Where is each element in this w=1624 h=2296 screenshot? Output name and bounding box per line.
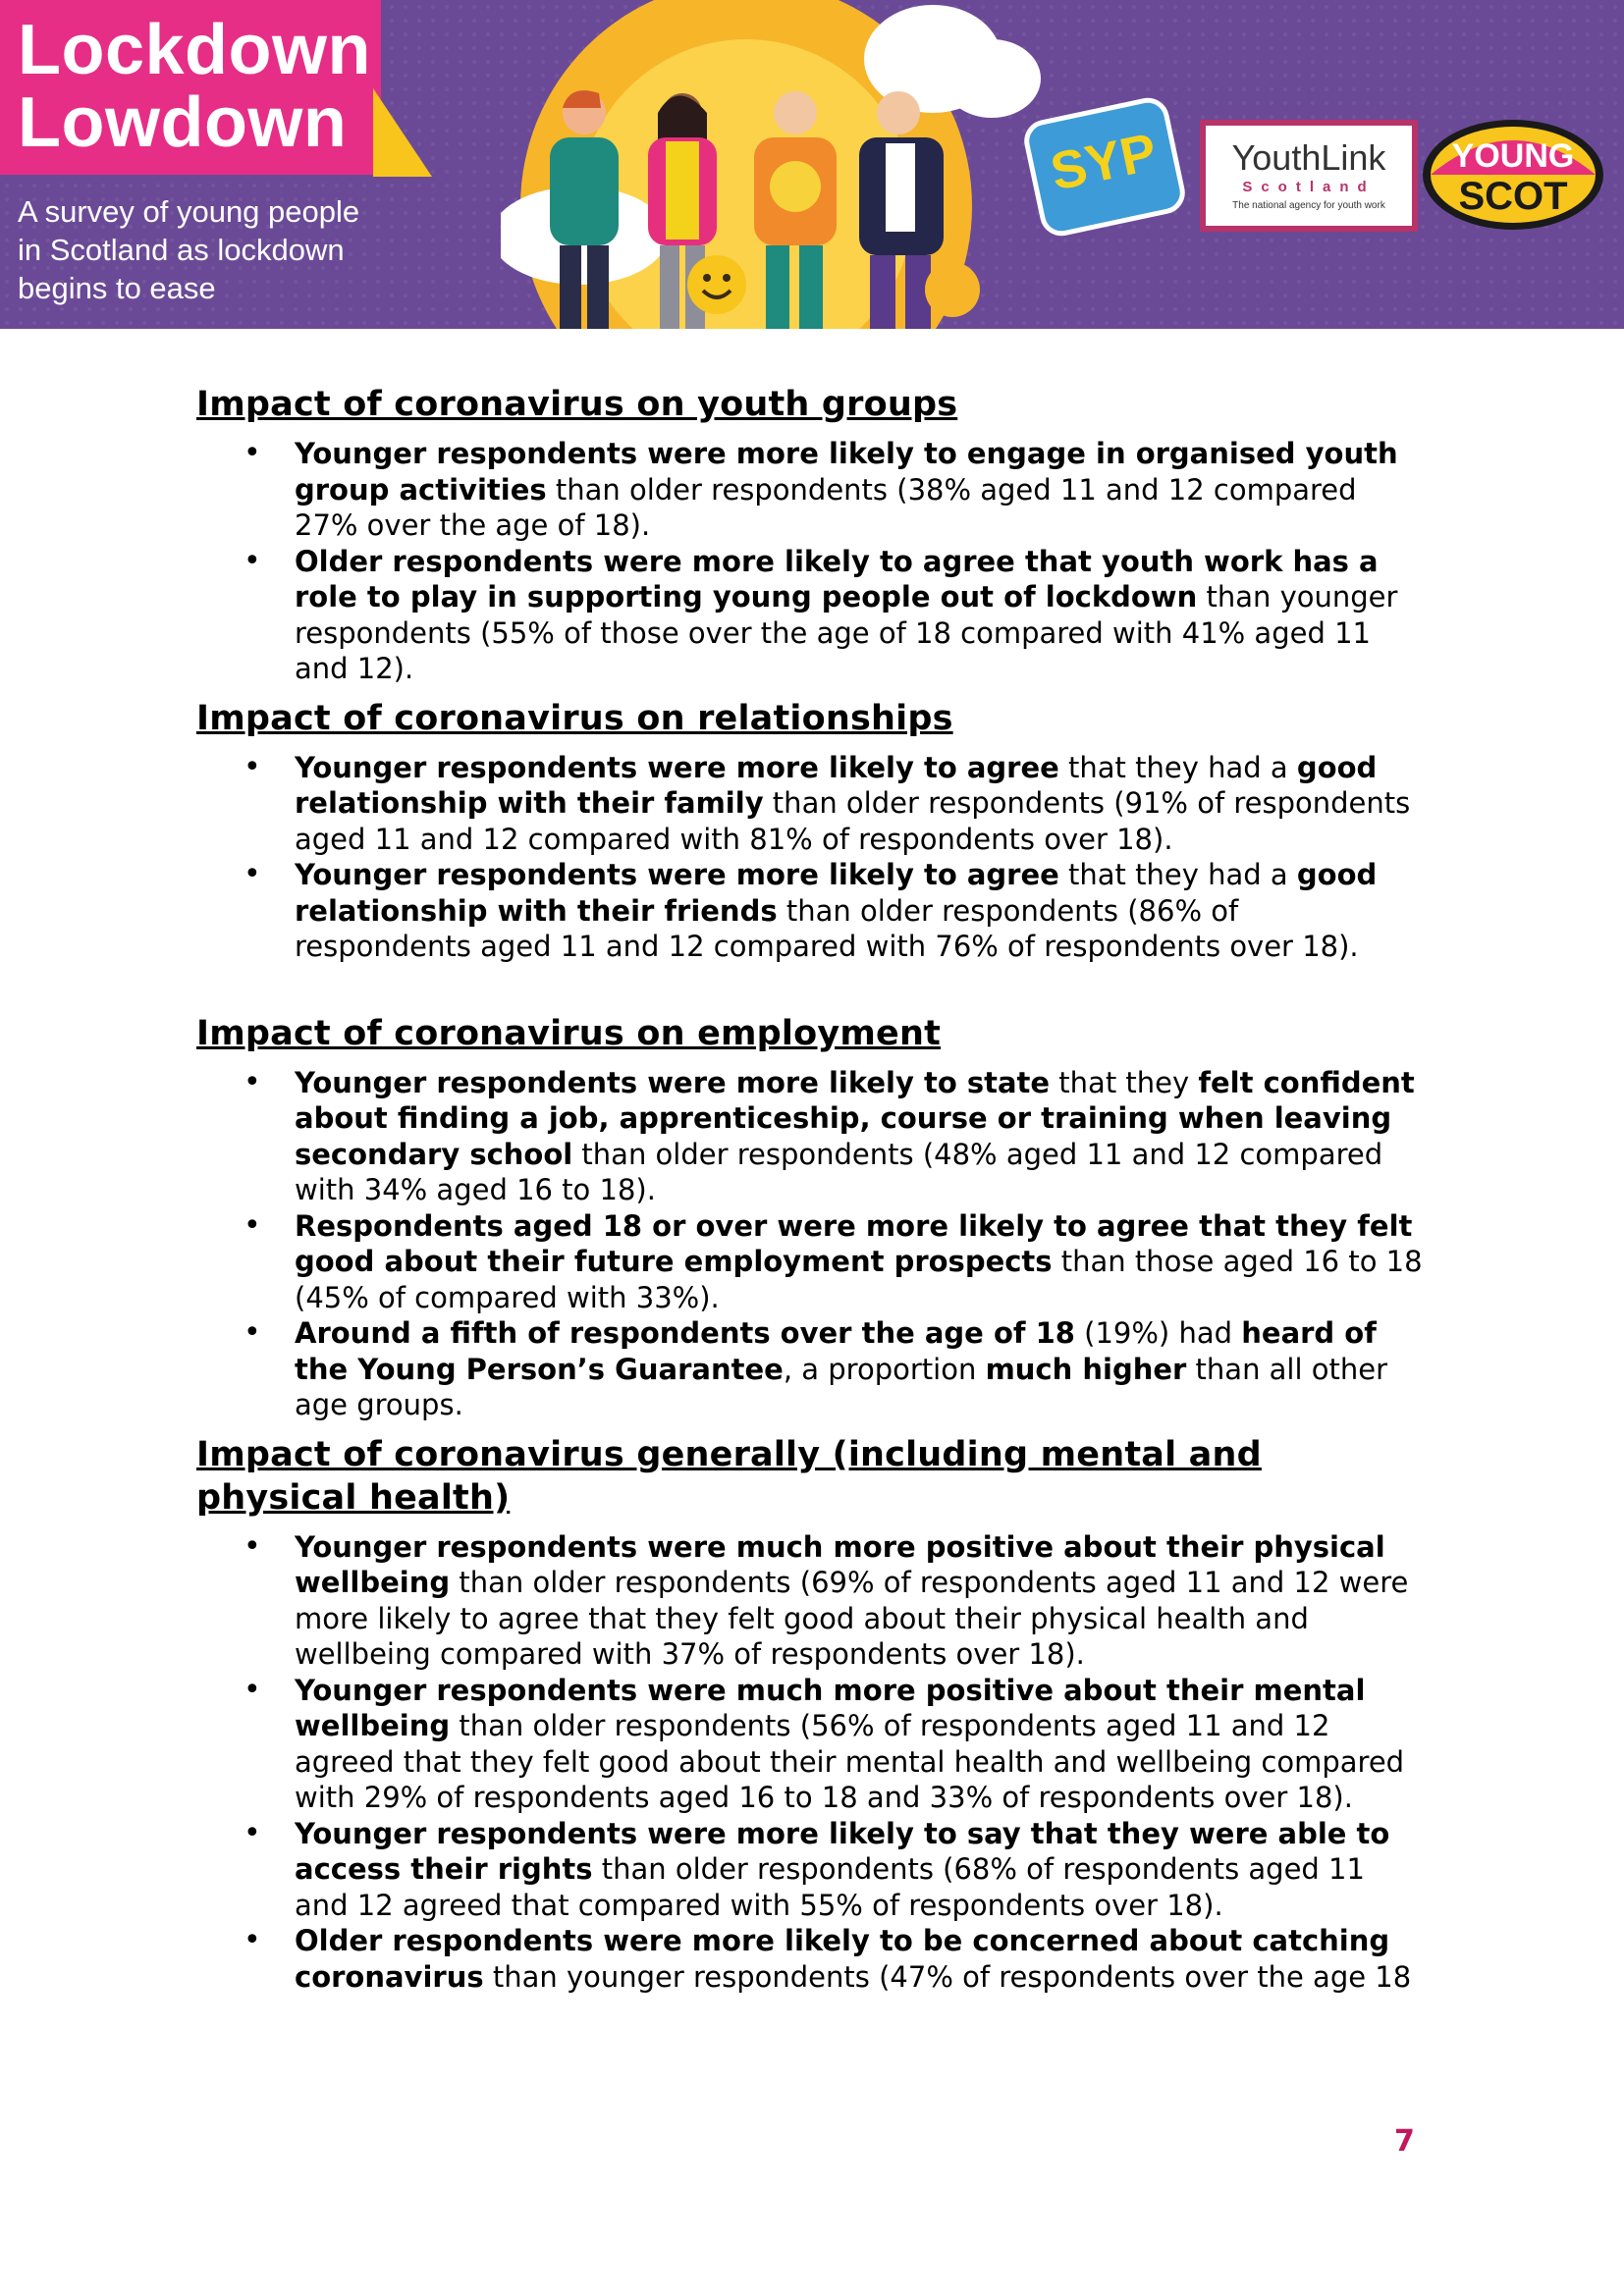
bullet-item bbox=[295, 1816, 1424, 1924]
young-scot-logo bbox=[1420, 116, 1606, 234]
bold-text: Younger respondents were more likely to agree bbox=[295, 750, 1059, 784]
bold-text: Around a fifth of respondents over the age of 18 bbox=[295, 1316, 1075, 1350]
banner-title-line1: Lockdown bbox=[18, 11, 371, 89]
banner-title-line2: Lowdown bbox=[18, 83, 348, 162]
body-text: that they bbox=[1050, 1065, 1199, 1099]
bold-text: Younger respondents were much more positive about their physical wellbeing bbox=[295, 1529, 1385, 1599]
bold-text: Older respondents were more likely to be concerned about catching coronavirus bbox=[295, 1924, 1390, 1994]
bullet-list bbox=[196, 1529, 1424, 1996]
body-text: , a proportion bbox=[783, 1352, 986, 1386]
body-text: than younger respondents (55% of those over the age of 18 compared with 41% aged 11 and 12). bbox=[295, 580, 1398, 685]
bullet-item bbox=[295, 857, 1424, 965]
youthlink-logo bbox=[1200, 120, 1418, 232]
young-scot-logo-line1: YOUNG bbox=[1451, 137, 1575, 175]
body-text: that they had a bbox=[1058, 750, 1297, 784]
body-text: than older respondents (69% of respondents aged 11 and 12 were more likely to agree that they felt good about their physical health and wellbeing compared with 37% of respondents over 18). bbox=[295, 1566, 1409, 1671]
section-heading: Impact of coronavirus on youth groups bbox=[196, 385, 958, 424]
bullet-item bbox=[295, 1529, 1424, 1673]
body-text: than older respondents (48% aged 11 and 12 compared with 34% aged 16 to 18). bbox=[295, 1137, 1383, 1206]
young-people-illustration-icon bbox=[530, 79, 982, 329]
subtitle-line1: A survey of young people bbox=[18, 194, 360, 229]
youthlink-logo-tagline: The national agency for youth work bbox=[1232, 200, 1385, 211]
section-general-health bbox=[196, 1433, 1424, 1996]
body-text: that they had a bbox=[1058, 858, 1297, 891]
bold-text: good relationship with their friends bbox=[295, 858, 1378, 928]
page-number: 7 bbox=[1394, 2124, 1415, 2159]
bullet-list bbox=[196, 1065, 1424, 1423]
section-relationships bbox=[196, 697, 1424, 965]
body-text: than those aged 16 to 18 (45% of compared with 33%). bbox=[295, 1245, 1423, 1314]
bold-text: heard of the Young Person’s Guarantee bbox=[295, 1316, 1377, 1386]
subtitle-line3: begins to ease bbox=[18, 271, 216, 305]
youthlink-logo-subtitle: Scotland bbox=[1242, 179, 1376, 195]
body-text: than older respondents (56% of respondents aged 11 and 12 agreed that they felt good about their mental health and wellbeing compared with 29% of respondents aged 16 to 18 and 33% of respondents over 18). bbox=[295, 1709, 1405, 1814]
section-heading: Impact of coronavirus on relationships bbox=[196, 698, 953, 738]
bullet-item bbox=[295, 750, 1424, 858]
subtitle-line2: in Scotland as lockdown bbox=[18, 233, 345, 267]
bullet-item bbox=[295, 1065, 1424, 1208]
bold-text: much higher bbox=[985, 1352, 1187, 1386]
body-text: (19%) had bbox=[1074, 1316, 1242, 1350]
bold-text: Respondents aged 18 or over were more likely to agree that they felt good about their future employment prospects bbox=[295, 1208, 1413, 1278]
bold-text: Younger respondents were more likely to say that they were able to access their rights bbox=[295, 1816, 1390, 1886]
youthlink-logo-title: YouthLink bbox=[1231, 137, 1386, 178]
title-wedge-shape bbox=[373, 88, 432, 177]
bold-text: Younger respondents were more likely to agree bbox=[295, 858, 1059, 891]
banner-subtitle bbox=[18, 192, 391, 307]
young-scot-logo-line2: SCOT bbox=[1458, 175, 1568, 218]
section-youth-groups bbox=[196, 383, 1424, 687]
bullet-list bbox=[196, 750, 1424, 965]
bullet-item bbox=[295, 1315, 1424, 1423]
bullet-item bbox=[295, 544, 1424, 687]
header-banner bbox=[0, 0, 1624, 329]
section-employment bbox=[196, 1012, 1424, 1423]
bold-text: felt confident about finding a job, apprenticeship, course or training when leaving secondary school bbox=[295, 1065, 1415, 1171]
body-text: than all other age groups. bbox=[295, 1352, 1388, 1421]
body-text: than older respondents (86% of respondents aged 11 and 12 compared with 76% of respondents over 18). bbox=[295, 893, 1359, 963]
body-text: than younger respondents (47% of respondents over the age 18 bbox=[483, 1959, 1412, 1994]
bullet-item bbox=[295, 1673, 1424, 1816]
syp-logo: SYP bbox=[1020, 94, 1189, 240]
bold-text: Younger respondents were more likely to engage in organised youth group activities bbox=[295, 437, 1398, 507]
bold-text: Younger respondents were much more positive about their mental wellbeing bbox=[295, 1673, 1366, 1742]
section-heading: Impact of coronavirus on employment bbox=[196, 1013, 942, 1053]
body-text: than older respondents (91% of respondents aged 11 and 12 compared with 81% of respondents over 18). bbox=[295, 786, 1411, 856]
section-heading: Impact of coronavirus generally (including mental and physical health) bbox=[196, 1434, 1262, 1518]
bullet-item bbox=[295, 1923, 1424, 1995]
body-text: than older respondents (68% of respondents aged 11 and 12 agreed that compared with 55% of respondents over 18). bbox=[295, 1852, 1365, 1922]
bold-text: good relationship with their family bbox=[295, 750, 1378, 820]
body-text: than older respondents (38% aged 11 and 12 compared 27% over the age of 18). bbox=[295, 472, 1357, 542]
bold-text: Older respondents were more likely to agree that youth work has a role to play in supporting young people out of lockdown bbox=[295, 544, 1379, 614]
bullet-item bbox=[295, 1208, 1424, 1316]
title-block bbox=[0, 0, 381, 175]
bold-text: Younger respondents were more likely to state bbox=[295, 1065, 1051, 1099]
report-content bbox=[196, 383, 1424, 1995]
bullet-item bbox=[295, 436, 1424, 544]
bullet-list bbox=[196, 436, 1424, 687]
